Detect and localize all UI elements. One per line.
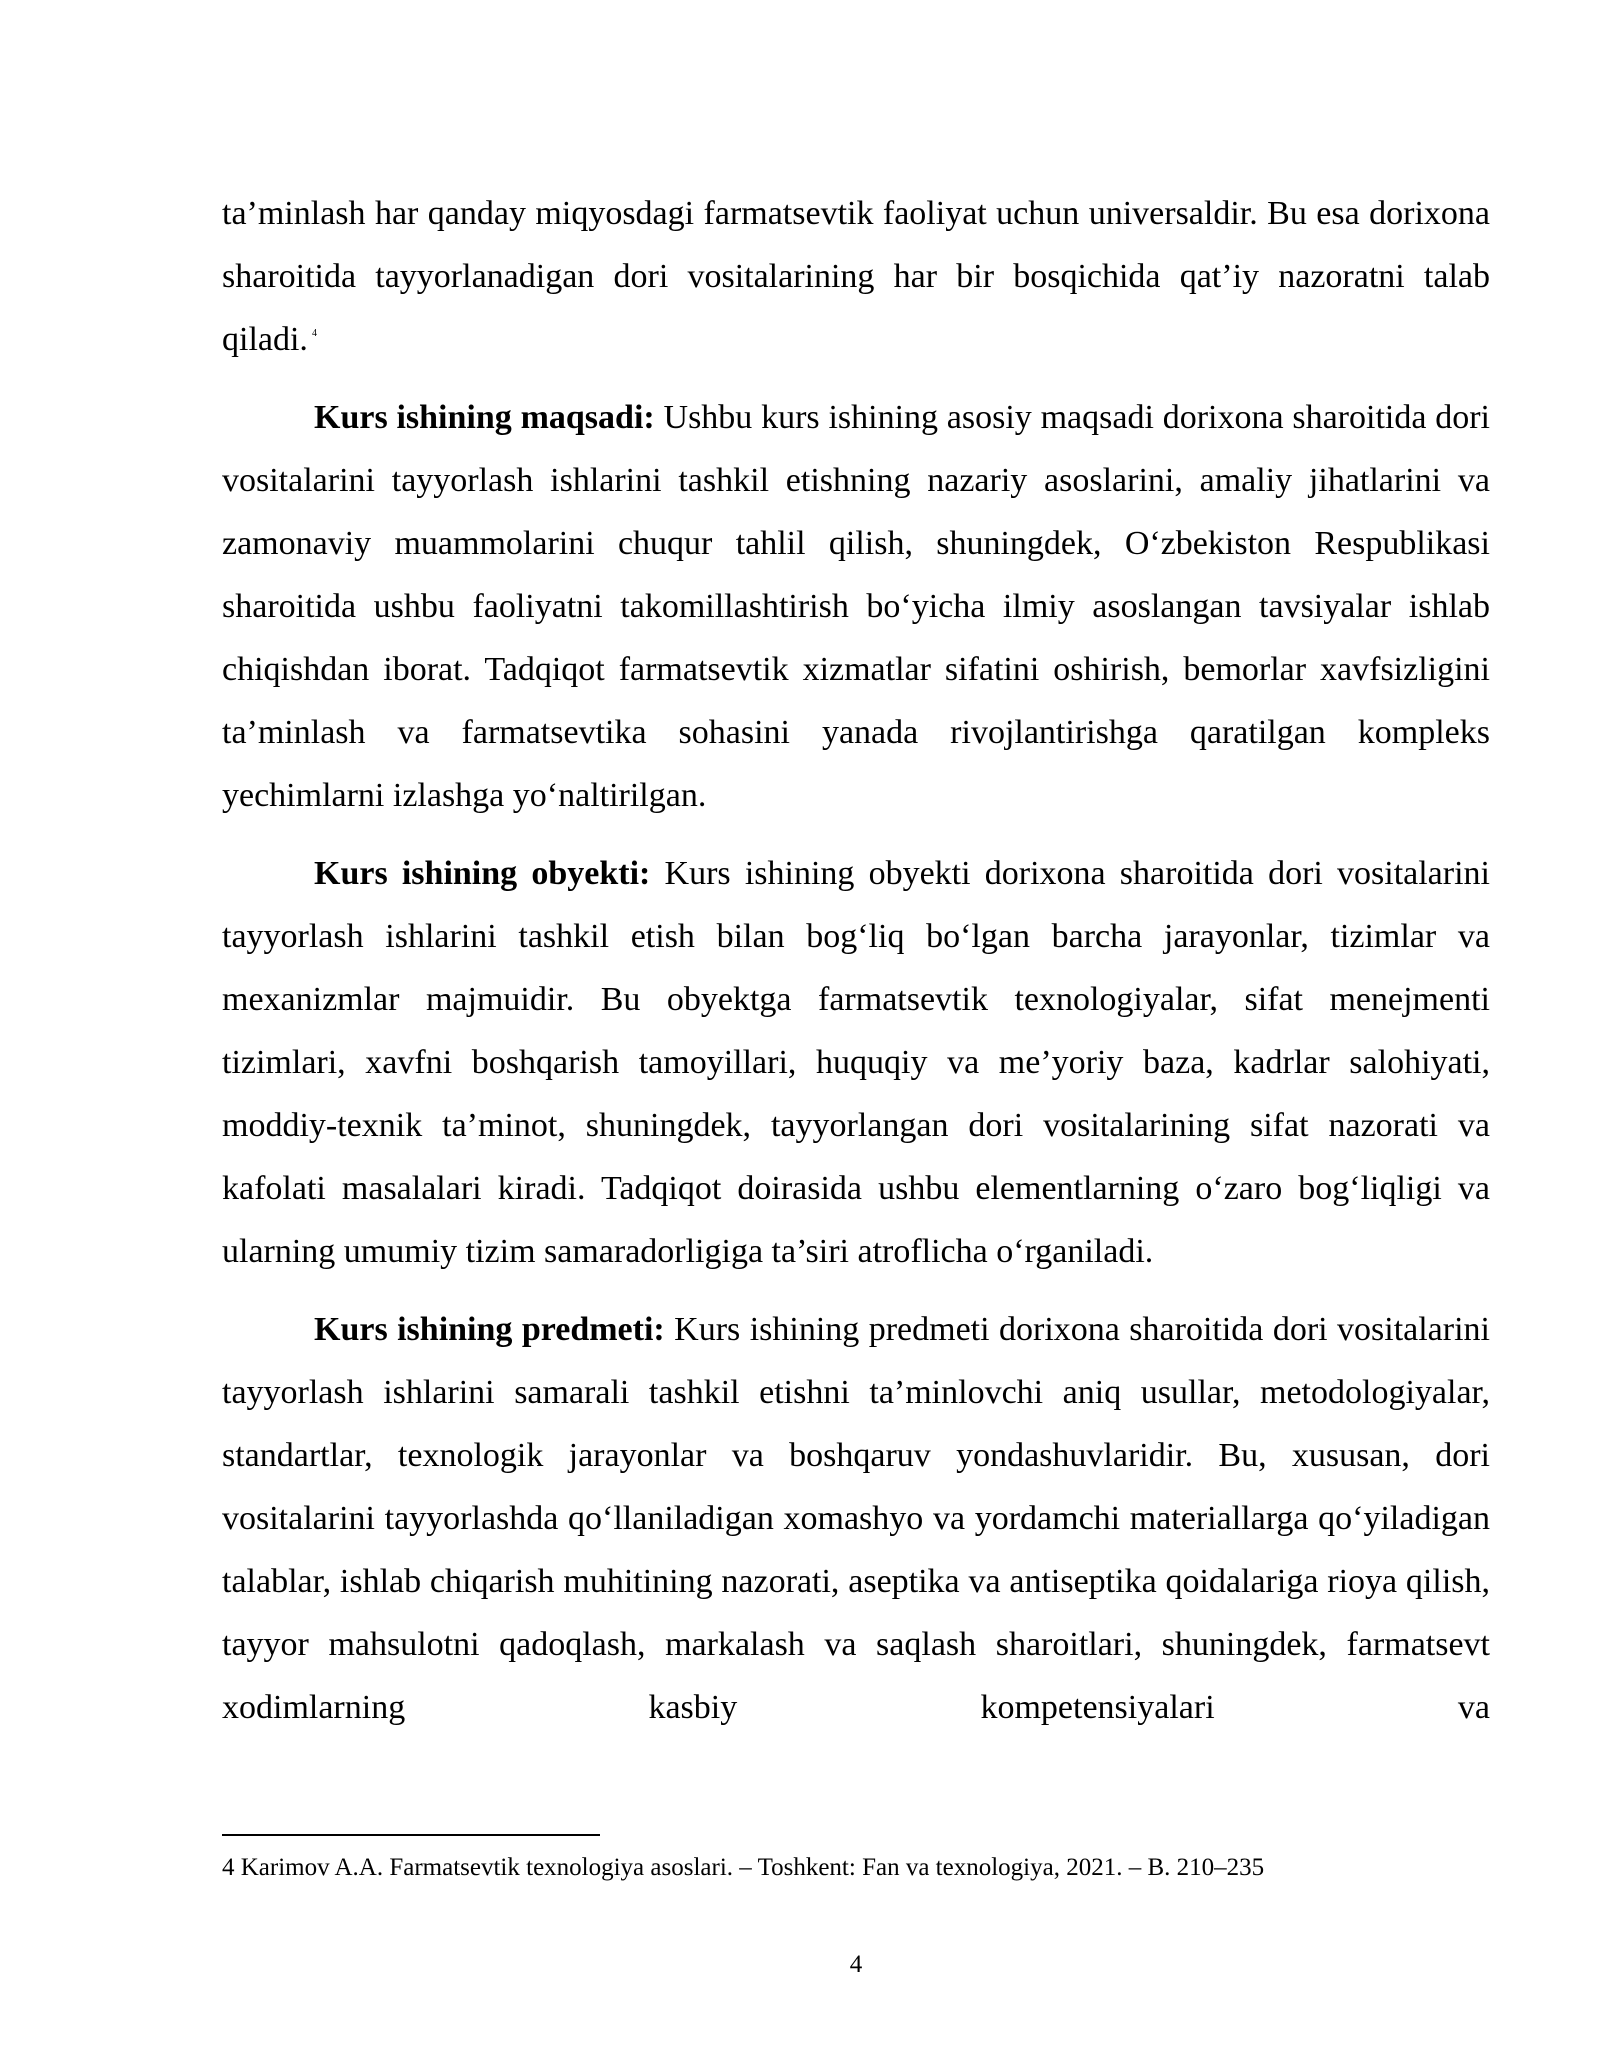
paragraph-continuation-text: ta’minlash har qanday miqyosdagi farmatsevtik faoliyat uchun universaldir. Bu esa dorixona sharoitida tayyorlanadigan dori vositalarining har bir bosqichida qat’iy nazoratni talab qiladi. <box>222 195 1490 358</box>
paragraph-continuation <box>222 182 1490 371</box>
page-number: 4 <box>849 1951 863 1978</box>
paragraph-obyekti-text: Kurs ishining obyekti dorixona sharoitida dori vositalarini tayyorlash ishlarini tashkil etish bilan bog‘liq bo‘lgan barcha jarayonlar, tizimlar va mexanizmlar majmuidir. Bu obyektga farmatsevtik texnologiyalar, sifat menejmenti tizimlari, xavfni boshqarish tamoyillari, huquqiy va me’yoriy baza, kadrlar salohiyati, moddiy-texnik ta’minot, shuningdek, tayyorlangan dori vositalarining sifat nazorati va kafolati masalalari kiradi. Tadqiqot doirasida ushbu elementlarning o‘zaro bog‘liqligi va ularning umumiy tizim samaradorligiga ta’siri atroflicha o‘rganiladi. <box>222 855 1490 1270</box>
paragraph-predmeti <box>222 1298 1490 1739</box>
paragraph-obyekti-lead: Kurs ishining obyekti: <box>314 855 651 892</box>
paragraph-obyekti <box>222 842 1490 1283</box>
paragraph-maqsadi <box>222 386 1490 827</box>
footnote-reference: 4 <box>311 328 317 339</box>
body-text <box>222 182 1490 1739</box>
footnote: 4 Karimov A.A. Farmatsevtik texnologiya asoslari. – Toshkent: Fan va texnologiya, 2021. – B. 210–235 <box>222 1854 1265 1881</box>
paragraph-maqsadi-text: Ushbu kurs ishining asosiy maqsadi dorixona sharoitida dori vositalarini tayyorlash ishlarini tashkil etishning nazariy asoslarini, amaliy jihatlarini va zamonaviy muammolarini chuqur tahlil qilish, shuningdek, O‘zbekiston Respublikasi sharoitida ushbu faoliyatni takomillashtirish bo‘yicha ilmiy asoslangan tavsiyalar ishlab chiqishdan iborat. Tadqiqot farmatsevtik xizmatlar sifatini oshirish, bemorlar xavfsizligini ta’minlash va farmatsevtika sohasini yanada rivojlantirishga qaratilgan kompleks yechimlarni izlashga yo‘naltirilgan. <box>222 399 1490 814</box>
paragraph-predmeti-text: Kurs ishining predmeti dorixona sharoitida dori vositalarini tayyorlash ishlarini samarali tashkil etishni ta’minlovchi aniq usullar, metodologiyalar, standartlar, texnologik jarayonlar va boshqaruv yondashuvlaridir. Bu, xususan, dori vositalarini tayyorlashda qo‘llaniladigan xomashyo va yordamchi materiallarga qo‘yiladigan talablar, ishlab chiqarish muhitining nazorati, aseptika va antiseptika qoidalariga rioya qilish, tayyor mahsulotni qadoqlash, markalash va saqlash sharoitlari, shuningdek, farmatsevt xodimlarning kasbiy kompetensiyalari va <box>222 1311 1490 1726</box>
paragraph-maqsadi-lead: Kurs ishining maqsadi: <box>314 399 655 436</box>
paragraph-predmeti-lead: Kurs ishining predmeti: <box>314 1311 665 1348</box>
footnote-separator <box>222 1834 600 1836</box>
